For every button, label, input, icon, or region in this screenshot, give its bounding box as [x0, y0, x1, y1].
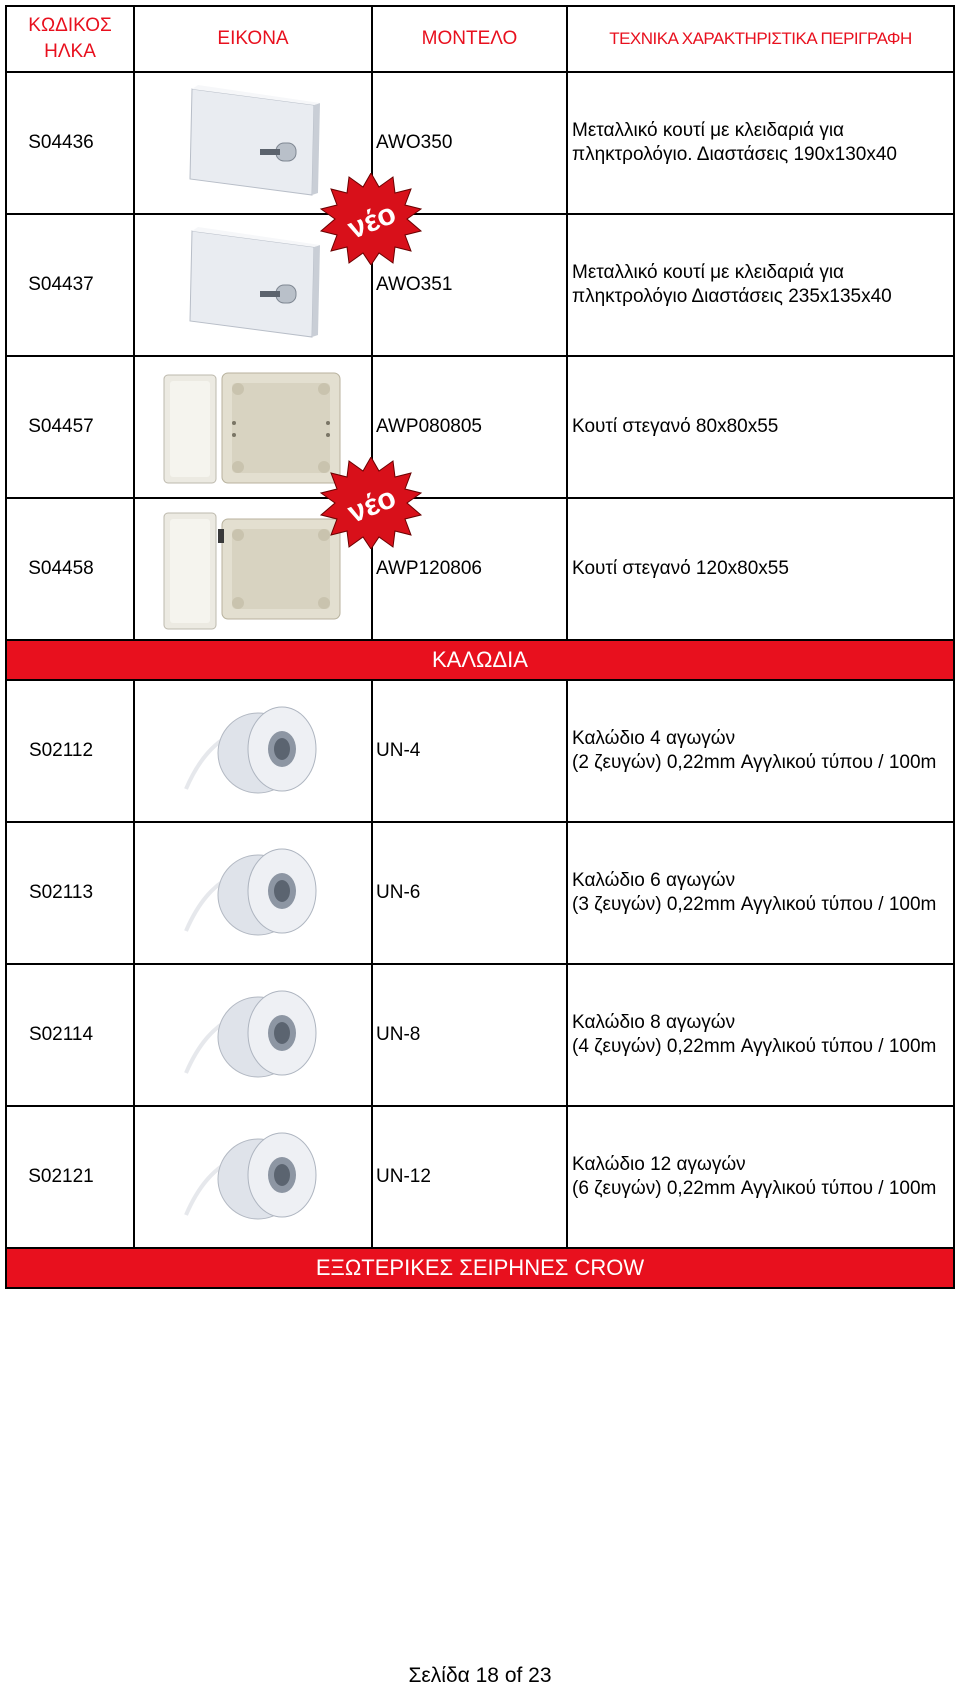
description-line: πληκτρολόγιο Διαστάσεις 235x135x40: [572, 286, 892, 307]
product-description: [567, 356, 954, 498]
description-line: Καλώδιο 8 αγωγών: [572, 1012, 736, 1033]
section-header-row: [6, 640, 954, 680]
new-badge-text: νέο: [343, 480, 401, 530]
product-model: UN-12: [372, 1106, 567, 1248]
product-code: S04436: [6, 72, 134, 214]
product-model: UN-4: [372, 680, 567, 822]
product-model: UN-8: [372, 964, 567, 1106]
product-model: AWO351: [372, 214, 567, 356]
product-code: S02121: [6, 1106, 134, 1248]
description-line: Μεταλλικό κουτί με κλειδαριά για: [572, 262, 845, 283]
section-title-sirens: ΕΞΩΤΕΡΙΚΕΣ ΣΕΙΡΗΝΕΣ CROW: [6, 1248, 954, 1288]
product-description: [567, 72, 954, 214]
table-row: [6, 72, 954, 214]
description-line: Καλώδιο 12 αγωγών: [572, 1154, 746, 1175]
table-row: [6, 680, 954, 822]
header-model: ΜΟΝΤΕΛΟ: [372, 6, 567, 72]
product-description: [567, 498, 954, 640]
product-description: [567, 822, 954, 964]
product-description: [567, 1106, 954, 1248]
product-code: S04458: [6, 498, 134, 640]
product-description: [567, 680, 954, 822]
product-code: S04457: [6, 356, 134, 498]
product-model: AWP120806: [372, 498, 567, 640]
product-code: S02112: [6, 680, 134, 822]
header-code: ΚΩΔΙΚΟΣ ΗΛΚΑ: [6, 6, 134, 72]
product-model: AWP080805: [372, 356, 567, 498]
product-code: S04437: [6, 214, 134, 356]
new-badge: [319, 457, 423, 549]
header-description: ΤΕΧΝΙΚΑ ΧΑΡΑΚΤΗΡΙΣΤΙΚΑ ΠΕΡΙΓΡΑΦΗ: [567, 6, 954, 72]
product-model: AWO350: [372, 72, 567, 214]
section-title-cables: ΚΑΛΩΔΙΑ: [6, 640, 954, 680]
product-image-cable-reel: [134, 680, 372, 822]
product-code: S02114: [6, 964, 134, 1106]
description-line: Μεταλλικό κουτί με κλειδαριά για: [572, 120, 845, 141]
section-header-row: [6, 1248, 954, 1288]
table-header-row: [6, 6, 954, 72]
description-line: Κουτί στεγανό 80x80x55: [572, 416, 779, 437]
product-model: UN-6: [372, 822, 567, 964]
table-row: [6, 356, 954, 498]
product-image-metal-box: [134, 196, 401, 356]
table-row: [6, 498, 954, 640]
product-code: S02113: [6, 822, 134, 964]
header-image: ΕΙΚΟΝΑ: [134, 6, 372, 72]
description-line: (6 ζευγών) 0,22mm Αγγλικού τύπου / 100m: [572, 1178, 937, 1199]
product-description: [567, 214, 954, 356]
description-line: (3 ζευγών) 0,22mm Αγγλικού τύπου / 100m: [572, 894, 937, 915]
new-badge-text: νέο: [343, 196, 401, 246]
page-number: Σελίδα 18 of 23: [408, 1664, 552, 1687]
new-badge: [319, 173, 423, 265]
product-image-waterproof-box: [134, 480, 401, 640]
product-description: [567, 964, 954, 1106]
table-row: [6, 822, 954, 964]
table-row: [6, 964, 954, 1106]
product-image-cable-reel: [134, 1106, 372, 1248]
product-image-cable-reel: [134, 964, 372, 1106]
table-row: [6, 1106, 954, 1248]
description-line: πληκτρολόγιο. Διαστάσεις 190x130x40: [572, 144, 898, 165]
table-row: [6, 214, 954, 356]
description-line: Καλώδιο 6 αγωγών: [572, 870, 736, 891]
product-table: [5, 5, 955, 1289]
description-line: Κουτί στεγανό 120x80x55: [572, 558, 789, 579]
product-image-cable-reel: [134, 822, 372, 964]
description-line: (2 ζευγών) 0,22mm Αγγλικού τύπου / 100m: [572, 752, 937, 773]
description-line: (4 ζευγών) 0,22mm Αγγλικού τύπου / 100m: [572, 1036, 937, 1057]
description-line: Καλώδιο 4 αγωγών: [572, 728, 736, 749]
